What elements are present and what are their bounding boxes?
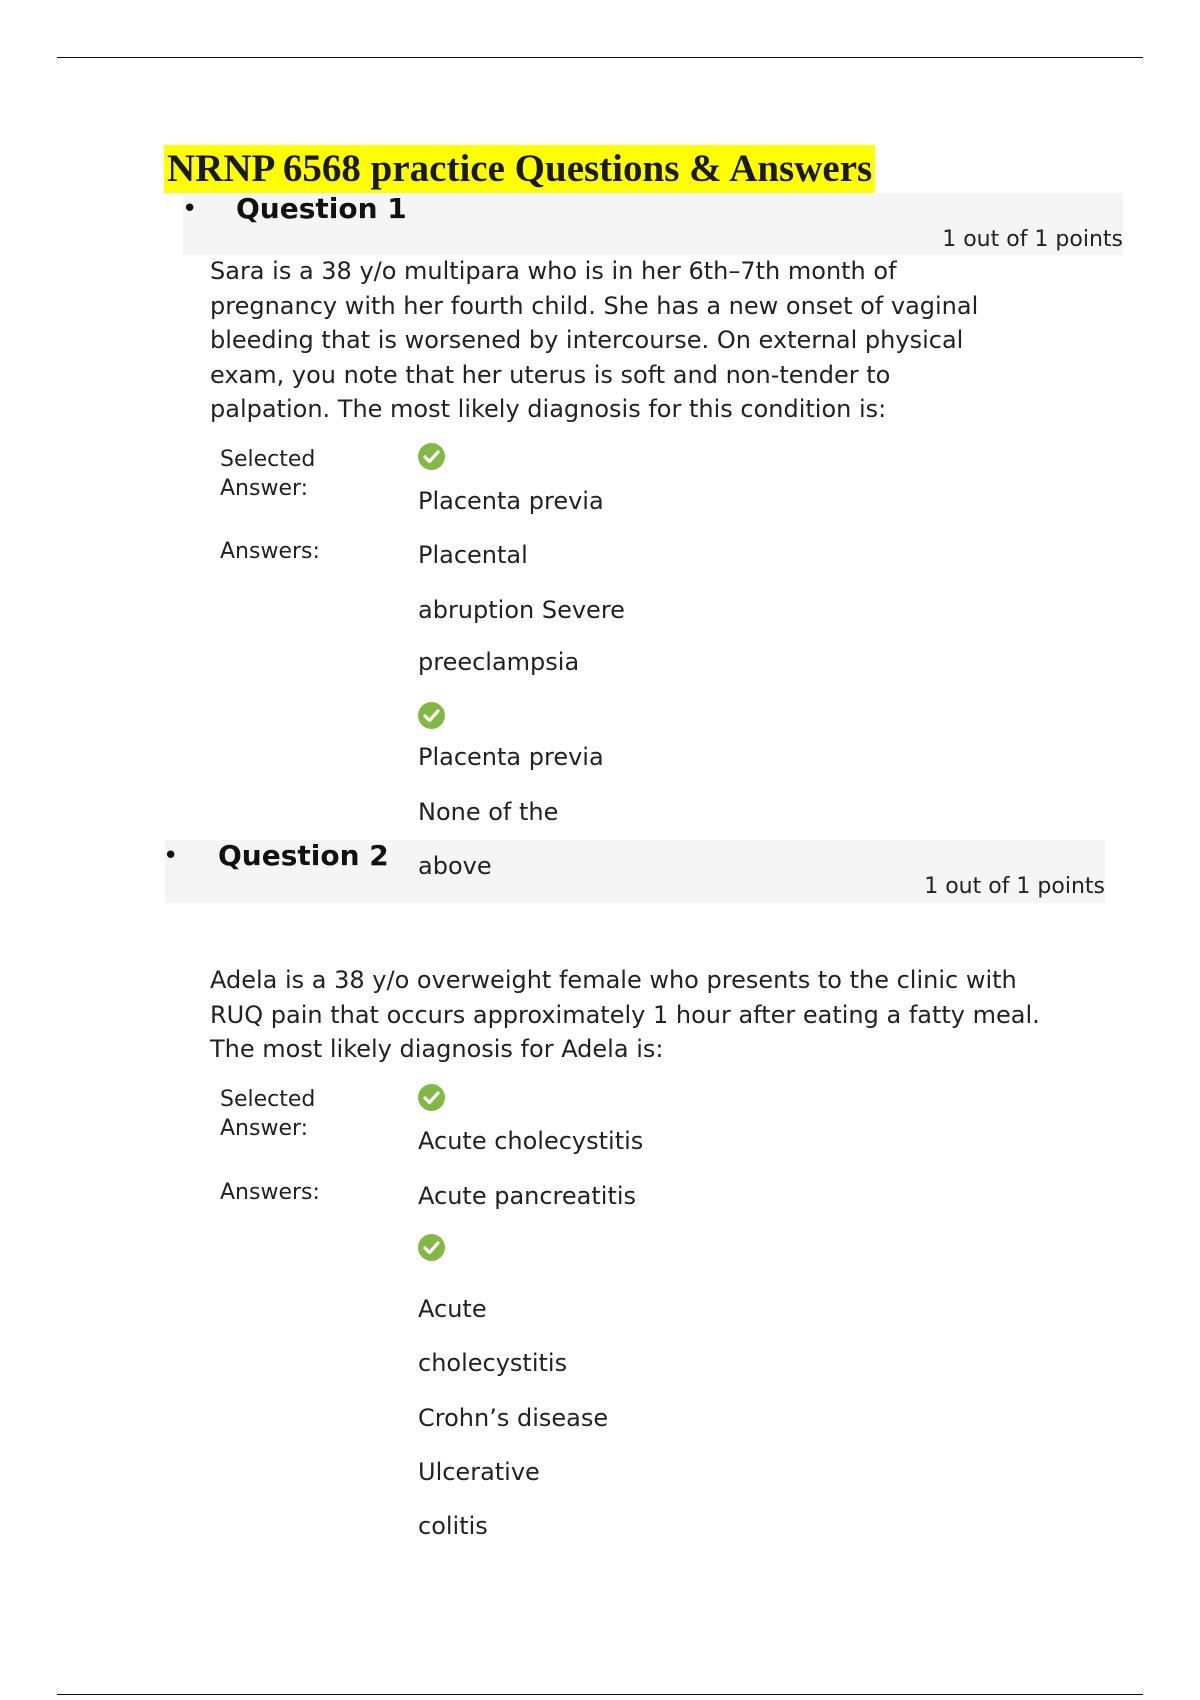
question-2-selected-answer-label: Selected Answer: (220, 1087, 316, 1141)
check-circle-icon (418, 702, 445, 729)
check-circle-icon (418, 443, 445, 470)
question-2-selected-answer: Acute cholecystitis (418, 1127, 644, 1155)
question-1-text-line: Sara is a 38 y/o multipara who is in her 6th–7th month of (210, 257, 897, 285)
question-1-answer-line: Placental (418, 541, 528, 569)
question-1-title: Question 1 (236, 192, 407, 225)
question-1-text-line: pregnancy with her fourth child. She has a new onset of vaginal (210, 291, 979, 320)
question-1-answer-line: None of the (418, 798, 559, 826)
question-1-selected-answer-label: Selected Answer: (220, 447, 316, 501)
question-1-answer-line: abruption Severe (418, 596, 625, 624)
question-2-answer-line: Acute (418, 1295, 487, 1323)
question-1-points: 1 out of 1 points (942, 227, 1123, 252)
question-1-selected-answer: Placenta previa (418, 487, 604, 515)
bottom-rule (57, 1694, 1143, 1695)
question-2-text-line: Adela is a 38 y/o overweight female who presents to the clinic with (210, 966, 1017, 994)
question-1-answers-label: Answers: (220, 539, 320, 564)
question-1-text-line: palpation. The most likely diagnosis for this condition is: (210, 395, 887, 423)
question-2-answer-line: cholecystitis (418, 1349, 568, 1377)
question-2-text-line: The most likely diagnosis for Adela is: (210, 1035, 664, 1063)
document-title: NRNP 6568 practice Questions & Answers (164, 145, 875, 193)
check-circle-icon (418, 1084, 445, 1111)
question-1-text-line: bleeding that is worsened by intercourse. On external physical (210, 326, 964, 354)
question-1-bullet: • (182, 194, 198, 224)
check-circle-icon (418, 1234, 445, 1261)
question-1-answer-line: Placenta previa (418, 743, 604, 771)
question-2-answer-line: Crohn’s disease (418, 1404, 609, 1432)
question-2-points: 1 out of 1 points (924, 874, 1105, 899)
question-2-answers-label: Answers: (220, 1180, 320, 1205)
question-2-answer-line: Ulcerative (418, 1458, 540, 1486)
question-1-text-line: exam, you note that her uterus is soft and non-tender to (210, 360, 891, 389)
question-1-answer-line: preeclampsia (418, 648, 580, 676)
question-2-answer-line: colitis (418, 1512, 488, 1540)
top-rule (57, 57, 1143, 58)
question-1-answer-line: above (418, 852, 492, 880)
question-2-bullet: • (163, 841, 179, 871)
question-2-text (210, 963, 1110, 1067)
question-2-title: Question 2 (218, 839, 389, 872)
question-2-text-line: RUQ pain that occurs approximately 1 hour after eating a fatty meal. (210, 1000, 1040, 1029)
question-1-text (210, 254, 1110, 427)
question-2-answer-line: Acute pancreatitis (418, 1182, 637, 1210)
